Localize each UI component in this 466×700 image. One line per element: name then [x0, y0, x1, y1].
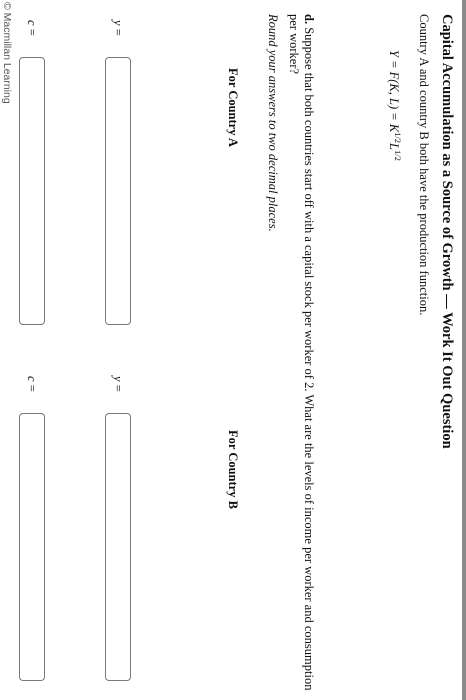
country-a-y-var: y	[111, 20, 125, 26]
country-b-y-input[interactable]	[105, 413, 131, 681]
exponent-l: 1/2	[393, 150, 403, 161]
country-b-c-var: c	[25, 376, 39, 382]
question-text	[286, 14, 316, 694]
country-b-c-input[interactable]	[19, 413, 45, 681]
exponent-k: 1/2	[393, 132, 403, 144]
country-a-c-var: c	[25, 20, 39, 26]
country-b-c-label	[24, 376, 39, 392]
production-function	[386, 50, 403, 161]
country-b-y-var: y	[111, 376, 125, 382]
question-title: Capital Accumulation as a Source of Growth — Work It Out Question	[439, 14, 455, 449]
country-a-c-label	[24, 20, 39, 36]
country-a-heading: For Country A	[226, 68, 240, 147]
country-b-heading: For Country B	[226, 430, 240, 509]
question-body: Suppose that both countries start off with a capital stock per worker of 2. What are the levels of income per worker and consumption per worker?	[287, 14, 316, 691]
country-b-y-equals: =	[111, 384, 125, 392]
rounding-instruction: Round your answers to two decimal places.	[266, 14, 280, 232]
country-b-c-equals: =	[25, 384, 39, 392]
country-b-y-label	[110, 376, 125, 392]
top-divider	[462, 0, 466, 700]
country-a-y-label	[110, 20, 125, 36]
part-label: d.	[302, 14, 316, 25]
country-a-y-input[interactable]	[105, 57, 131, 325]
country-a-c-input[interactable]	[19, 57, 45, 325]
equation-main: Y = F(K, L) = K	[386, 50, 401, 133]
intro-text: Country A and country B both have the production function.	[417, 14, 431, 316]
copyright-credit: © Macmillan Learning	[1, 2, 13, 104]
country-a-c-equals: =	[25, 28, 39, 36]
equation-labor: L	[386, 143, 401, 150]
country-a-y-equals: =	[111, 28, 125, 36]
